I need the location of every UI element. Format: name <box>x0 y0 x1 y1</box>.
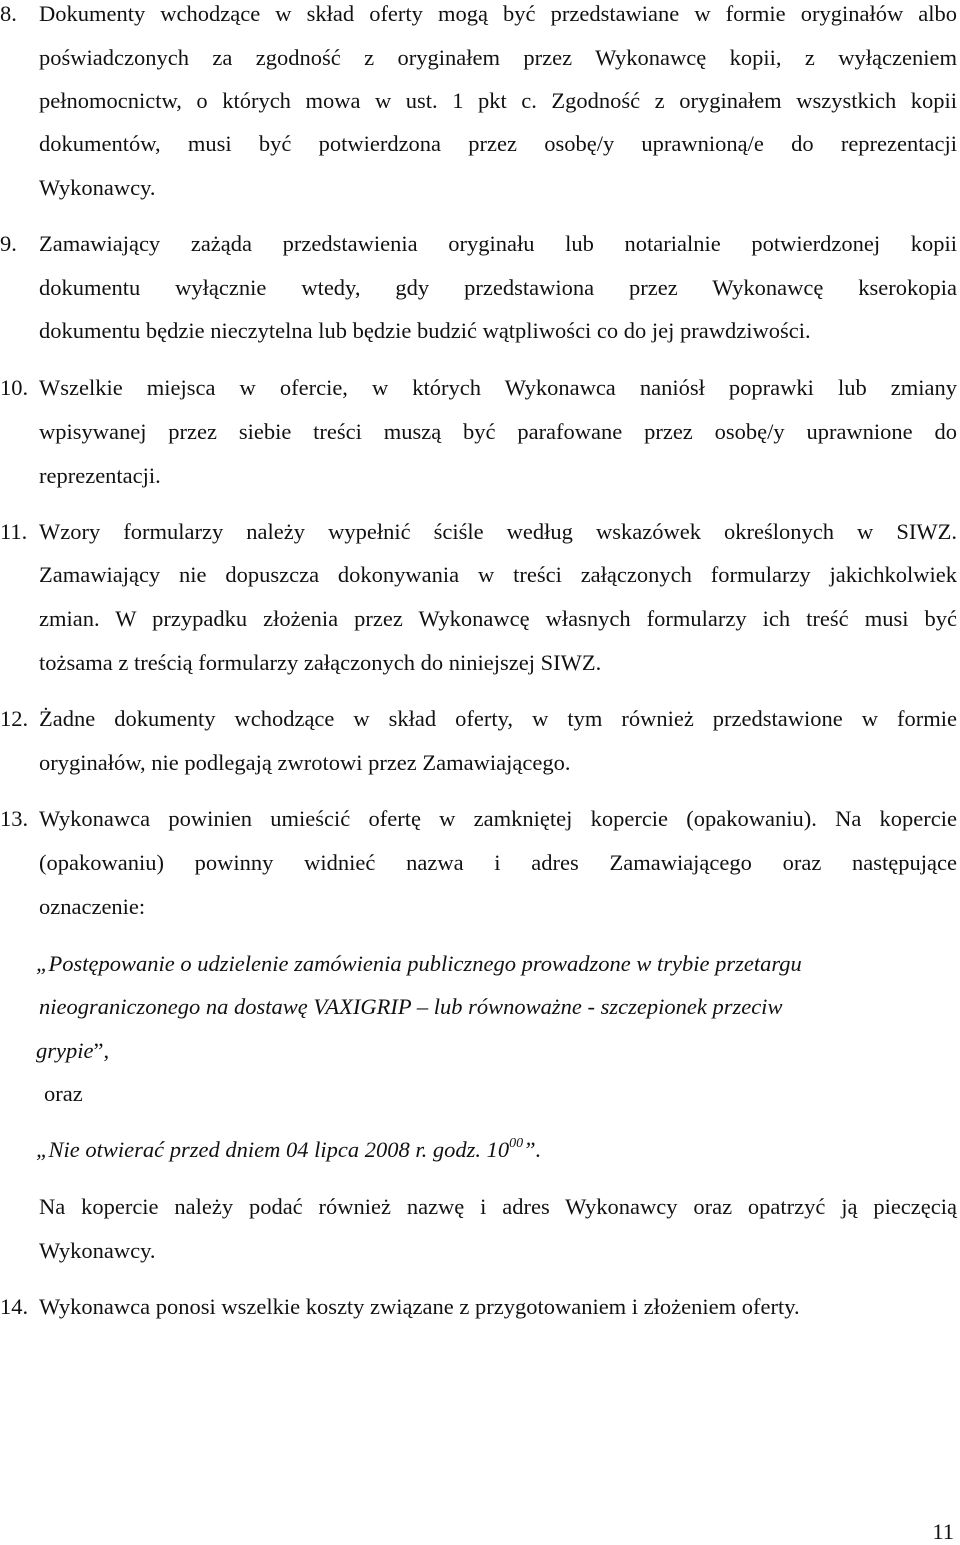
item-line: Wykonawca ponosi wszelkie koszty związane z przygotowaniem i złożeniem oferty. <box>39 1294 800 1319</box>
item-line: Żadne dokumenty wchodzące w skład oferty, w tym również przedstawione w formie <box>39 706 957 731</box>
item-line: zmian. W przypadku złożenia przez Wykonawcę własnych formularzy ich treść musi być <box>39 606 957 631</box>
item-number: 13. <box>0 806 29 831</box>
item-number: 9. <box>0 231 17 256</box>
marking-line: grypie”, <box>36 1038 110 1063</box>
item-line: Wszelkie miejsca w ofercie, w których Wykonawca naniósł poprawki lub zmiany <box>39 375 957 400</box>
item-number: 11. <box>0 519 28 544</box>
item-number: 12. <box>0 706 29 731</box>
do-not-open-marking: „Nie otwierać przed dniem 04 lipca 2008 r. godz. $10^{00}$”. <box>36 1135 542 1162</box>
item-line: Zamawiający zażąda przedstawienia oryginału lub notarialnie potwierdzonej kopii <box>39 231 957 256</box>
item-number: 10. <box>0 375 29 400</box>
marking-line: „Postępowanie o udzielenie zamówienia publicznego prowadzone w trybie przetargu <box>36 951 802 976</box>
item-line: Wykonawca powinien umieścić ofertę w zamkniętej kopercie (opakowaniu). Na kopercie <box>39 806 957 831</box>
item-line: Wykonawcy. <box>39 175 156 200</box>
item-line: tożsama z treścią formularzy załączonych do niniejszej SIWZ. <box>39 650 602 675</box>
oraz-word: oraz <box>44 1081 83 1106</box>
item-line: Zamawiający nie dopuszcza dokonywania w treści załączonych formularzy jakichkolwiek <box>39 562 957 587</box>
item-number: 8. <box>0 1 17 26</box>
item-line: dokumentu będzie nieczytelna lub będzie budzić wątpliwości co do jej prawdziwości. <box>39 318 811 343</box>
item-line: oznaczenie: <box>39 894 146 919</box>
item-line: (opakowaniu) powinny widnieć nazwa i adres Zamawiającego oraz następujące <box>39 850 957 875</box>
item-line: reprezentacji. <box>39 463 161 488</box>
marking-line: nieograniczonego na dostawę VAXIGRIP – lub równoważne - szczepionek przeciw <box>39 994 783 1019</box>
item-line: wpisywanej przez siebie treści muszą być parafowane przez osobę/y uprawnione do <box>39 419 957 444</box>
item-number: 14. <box>0 1294 29 1319</box>
note-line: Na kopercie należy podać również nazwę i adres Wykonawcy oraz opatrzyć ją pieczęcią <box>39 1194 957 1219</box>
item-line: Dokumenty wchodzące w skład oferty mogą być przedstawiane w formie oryginałów albo <box>39 1 957 26</box>
note-line: Wykonawcy. <box>39 1238 156 1263</box>
item-line: poświadczonych za zgodność z oryginałem przez Wykonawcę kopii, z wyłączeniem <box>39 45 957 70</box>
item-line: pełnomocnictw, o których mowa w ust. 1 pkt c. Zgodność z oryginałem wszystkich kopii <box>39 88 957 113</box>
page-number: 11 <box>932 1519 954 1544</box>
item-line: dokumentów, musi być potwierdzona przez osobę/y uprawnioną/e do reprezentacji <box>39 131 957 156</box>
item-line: dokumentu wyłącznie wtedy, gdy przedstawiona przez Wykonawcę kserokopia <box>39 275 957 300</box>
item-line: Wzory formularzy należy wypełnić ściśle według wskazówek określonych w SIWZ. <box>39 519 957 544</box>
item-line: oryginałów, nie podlegają zwrotowi przez Zamawiającego. <box>39 750 571 775</box>
